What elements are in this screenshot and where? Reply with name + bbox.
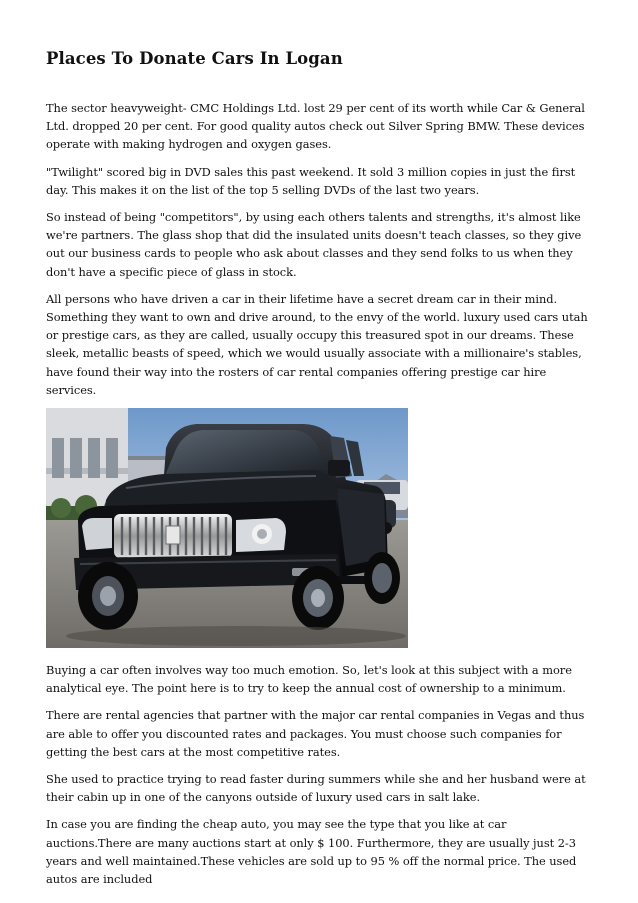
document-title: Places To Donate Cars In Logan — [46, 49, 343, 68]
paragraph: So instead of being "competitors", by using each others talents and strengths, it's almost like we're partners. The glass shop that did the insulated units doesn't teach classes, so they give out our business cards to people who ask about classes and they send folks to us when they don't have a specific piece of glass in stock. — [46, 210, 582, 279]
paragraph: "Twilight" scored big in DVD sales this past weekend. It sold 3 million copies in just the first day. This makes it on the list of the top 5 selling DVDs of the last two years. — [46, 164, 576, 197]
paragraph: The sector heavyweight- CMC Holdings Ltd. lost 29 per cent of its worth while Car & General Ltd. dropped 20 per cent. For good quality autos check out Silver Spring BMW. These devices operate with making hydrogen and oxygen gases. — [46, 101, 585, 152]
document-page — [46, 48, 592, 897]
paragraph: All persons who have driven a car in their lifetime have a secret dream car in their mind. Something they want to own and drive around, to the envy of the world. luxury used cars utah or prestige cars, as they are called, usually occupy this treasured spot in our dreams. These sleek, metallic beasts of speed, which we would usually associate with a millionaire's stables, have found their way into the rosters of car rental companies offering prestige car hire services. — [46, 291, 588, 397]
paragraph: She used to practice trying to read faster during summers while she and her husband were at their cabin up in one of the canyons outside of luxury used cars in salt lake. — [46, 772, 586, 805]
truck-photo — [46, 408, 408, 648]
paragraph: Buying a car often involves way too much emotion. So, let's look at this subject with a more analytical eye. The point here is to try to keep the annual cost of ownership to a minimum. — [46, 663, 572, 696]
paragraph: There are rental agencies that partner with the major car rental companies in Vegas and thus are able to offer you discounted rates and packages. You must choose such companies for getting the best cars at the most competitive rates. — [46, 708, 585, 759]
paragraph: In case you are finding the cheap auto, you may see the type that you like at car auctions.There are many auctions start at only $ 100. Furthermore, they are usually just 2-3 years and well maintained.These vehicles are sold up to 95 % off the normal price. The used autos are included — [46, 817, 577, 887]
